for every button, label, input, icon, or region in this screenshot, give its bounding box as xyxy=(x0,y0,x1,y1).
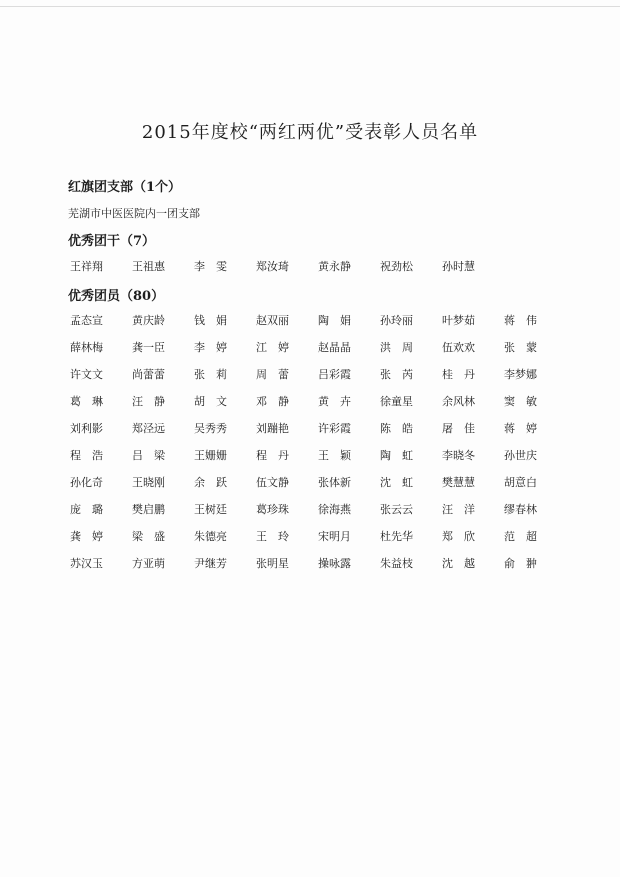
name-entry: 汪 静 xyxy=(132,395,165,408)
name-entry: 龚一臣 xyxy=(132,341,165,354)
name-entry: 伍文静 xyxy=(256,476,289,489)
name-entry: 周 蕾 xyxy=(256,368,289,381)
excellent-cadres-list xyxy=(70,258,566,276)
name-entry: 李 雯 xyxy=(194,260,227,273)
name-entry: 杜先华 xyxy=(380,530,413,543)
name-entry: 朱益枝 xyxy=(380,557,413,570)
name-entry: 赵晶晶 xyxy=(318,341,351,354)
name-entry: 李梦娜 xyxy=(504,368,537,381)
name-entry: 孙化奇 xyxy=(70,476,103,489)
name-entry: 张明星 xyxy=(256,557,289,570)
name-entry: 余风林 xyxy=(442,395,475,408)
name-entry: 苏汉玉 xyxy=(70,557,103,570)
name-entry: 李 婷 xyxy=(194,341,227,354)
name-entry: 屠 佳 xyxy=(442,422,475,435)
name-entry: 张 蒙 xyxy=(504,341,537,354)
name-entry: 吕 梁 xyxy=(132,449,165,462)
name-entry: 孟态宣 xyxy=(70,314,103,327)
name-entry: 程 浩 xyxy=(70,449,103,462)
name-entry: 缪春林 xyxy=(504,503,537,516)
excellent-cadres-heading: 优秀团干（7） xyxy=(68,234,156,249)
name-entry: 樊慧慧 xyxy=(442,476,475,489)
name-entry: 俞 翀 xyxy=(504,557,537,570)
name-entry: 沈 虹 xyxy=(380,476,413,489)
red-flag-branch-heading: 红旗团支部（1个） xyxy=(68,180,182,195)
name-entry: 钱 娟 xyxy=(194,314,227,327)
name-entry: 沈 越 xyxy=(442,557,475,570)
name-entry: 郑泾远 xyxy=(132,422,165,435)
name-entry: 张云云 xyxy=(380,503,413,516)
name-entry: 蒋 婷 xyxy=(504,422,537,435)
name-entry: 尹继芳 xyxy=(194,557,227,570)
name-entry: 蒋 伟 xyxy=(504,314,537,327)
name-entry: 李晓冬 xyxy=(442,449,475,462)
name-entry: 余 跃 xyxy=(194,476,227,489)
name-entry: 陶 虹 xyxy=(380,449,413,462)
name-entry: 胡 文 xyxy=(194,395,227,408)
name-entry: 黄 卉 xyxy=(318,395,351,408)
red-flag-branch-item: 芜湖市中医医院内一团支部 xyxy=(68,207,200,220)
name-entry: 刘蹦艳 xyxy=(256,422,289,435)
name-entry: 王 玲 xyxy=(256,530,289,543)
name-entry: 徐童星 xyxy=(380,395,413,408)
name-entry: 祝劲松 xyxy=(380,260,413,273)
name-entry: 张 芮 xyxy=(380,368,413,381)
name-entry: 孙时慧 xyxy=(442,260,475,273)
name-entry: 吕彩霞 xyxy=(318,368,351,381)
name-entry: 庞 璐 xyxy=(70,503,103,516)
name-entry: 王祥翔 xyxy=(70,260,103,273)
name-entry: 黄庆龄 xyxy=(132,314,165,327)
name-entry: 葛 琳 xyxy=(70,395,103,408)
name-entry: 朱德亮 xyxy=(194,530,227,543)
name-entry: 程 丹 xyxy=(256,449,289,462)
name-entry: 樊启鹏 xyxy=(132,503,165,516)
name-entry: 黄永静 xyxy=(318,260,351,273)
name-entry: 孙世庆 xyxy=(504,449,537,462)
name-entry: 刘利影 xyxy=(70,422,103,435)
name-entry: 窦 敏 xyxy=(504,395,537,408)
name-entry: 胡意白 xyxy=(504,476,537,489)
name-entry: 王祖惠 xyxy=(132,260,165,273)
name-entry: 宋明月 xyxy=(318,530,351,543)
excellent-members-heading: 优秀团员（80） xyxy=(68,289,165,304)
name-entry: 梁 盛 xyxy=(132,530,165,543)
name-entry: 许文文 xyxy=(70,368,103,381)
name-entry: 陈 皓 xyxy=(380,422,413,435)
name-entry: 龚 婷 xyxy=(70,530,103,543)
scan-edge-line xyxy=(0,6,620,7)
name-entry: 桂 丹 xyxy=(442,368,475,381)
name-entry: 范 超 xyxy=(504,530,537,543)
name-entry: 江 婷 xyxy=(256,341,289,354)
excellent-members-list xyxy=(70,312,566,573)
name-entry: 孙玲丽 xyxy=(380,314,413,327)
name-entry: 王姗姗 xyxy=(194,449,227,462)
name-entry: 薛林梅 xyxy=(70,341,103,354)
name-entry: 操咏露 xyxy=(318,557,351,570)
name-entry: 洪 周 xyxy=(380,341,413,354)
name-entry: 许彩霞 xyxy=(318,422,351,435)
name-entry: 汪 洋 xyxy=(442,503,475,516)
name-entry: 张 莉 xyxy=(194,368,227,381)
name-entry: 郑汝琦 xyxy=(256,260,289,273)
name-entry: 尚蕾蕾 xyxy=(132,368,165,381)
name-entry: 张体新 xyxy=(318,476,351,489)
name-entry: 葛珍珠 xyxy=(256,503,289,516)
name-entry: 叶梦茹 xyxy=(442,314,475,327)
name-entry: 吴秀秀 xyxy=(194,422,227,435)
name-entry: 王晓刚 xyxy=(132,476,165,489)
name-entry: 徐海燕 xyxy=(318,503,351,516)
name-entry: 王 颖 xyxy=(318,449,351,462)
name-entry: 伍欢欢 xyxy=(442,341,475,354)
name-entry: 王树廷 xyxy=(194,503,227,516)
name-entry: 邓 静 xyxy=(256,395,289,408)
page-title: 2015年度校“两红两优”受表彰人员名单 xyxy=(141,122,479,143)
name-entry: 赵双丽 xyxy=(256,314,289,327)
name-entry: 方亚萌 xyxy=(132,557,165,570)
name-entry: 郑 欣 xyxy=(442,530,475,543)
name-entry: 陶 娟 xyxy=(318,314,351,327)
